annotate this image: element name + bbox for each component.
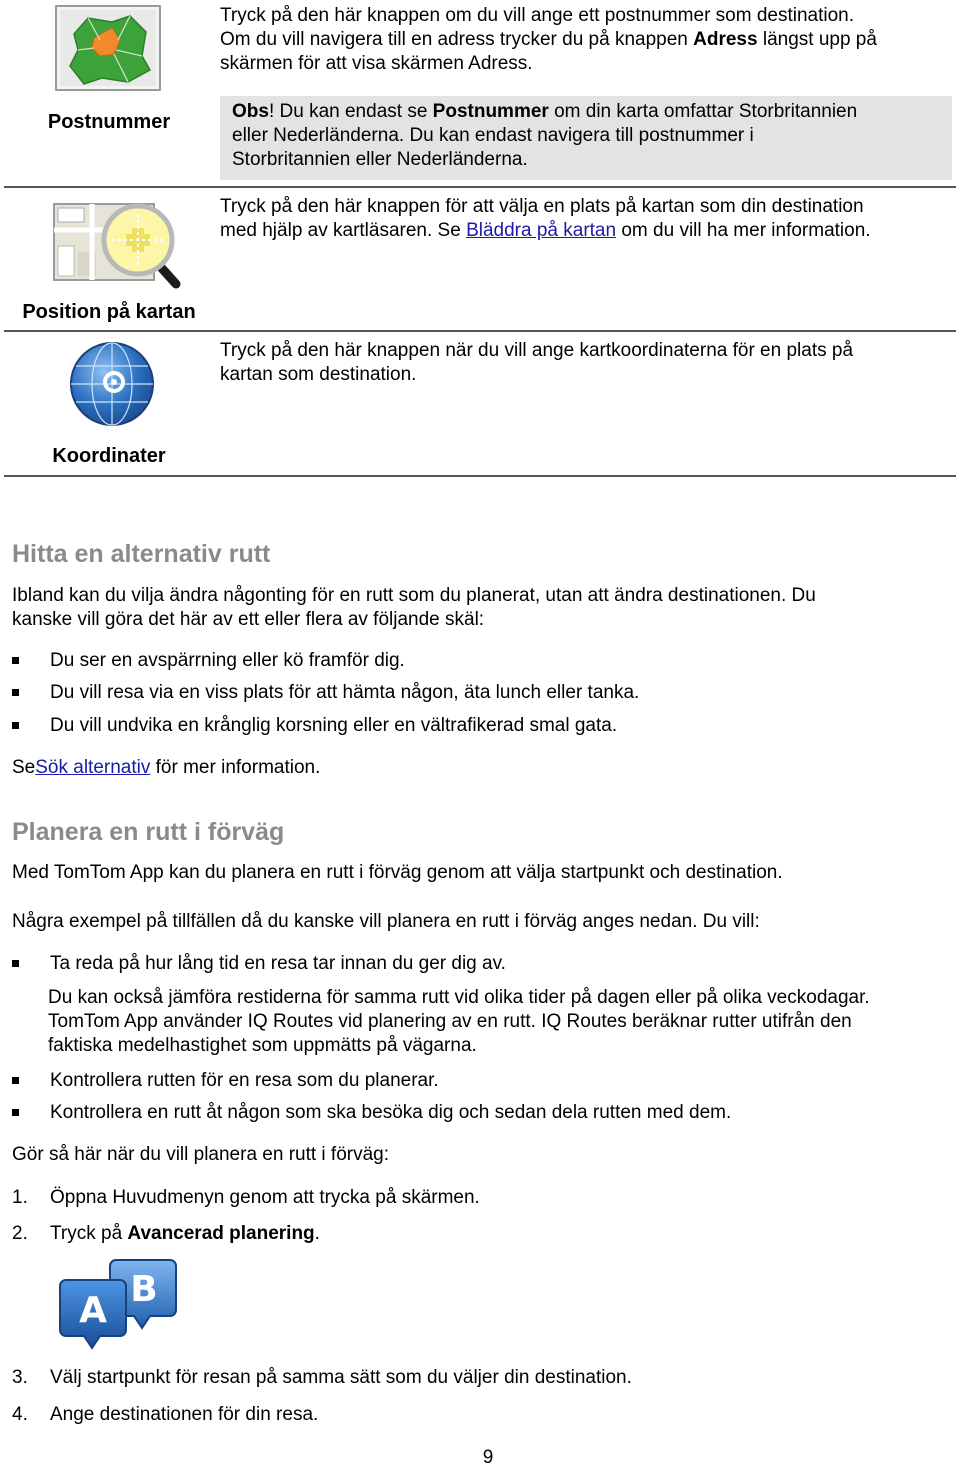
coordinates-description xyxy=(220,339,956,387)
section1-intro: Ibland kan du vilja ändra någonting för en rutt som du planerat, utan att ändra destinationen. Du kanske vill göra det här av ett eller flera av följande skäl: xyxy=(12,585,816,630)
coordinates-text-line1: Tryck på den här knappen när du vill ange kartkoordinaterna för en plats på xyxy=(220,340,854,361)
coordinates-label: Koordinater xyxy=(52,445,166,467)
section-heading-plan-route: Planera en rutt i förväg xyxy=(12,818,285,846)
browse-map-link[interactable]: Bläddra på kartan xyxy=(466,220,617,241)
bullet-marker xyxy=(12,689,19,696)
ab-letter-b: B xyxy=(130,1269,158,1310)
section-heading-alternative-route: Hitta en alternativ rutt xyxy=(12,540,271,568)
bullet-marker xyxy=(12,1077,19,1084)
globe-crosshair-icon xyxy=(64,336,160,432)
section2-intro: Med TomTom App kan du planera en rutt i förväg genom att välja startpunkt och destination. xyxy=(12,862,783,883)
postcode-map-icon xyxy=(54,4,164,94)
bullet1-detail: Du kan också jämföra restiderna för samma rutt vid olika tider på dagen eller på olika veckodagar. TomTom App använder IQ Routes vid planering av en rutt. IQ Routes beräknar rutter utifrån den faktiska medelhastighet som uppmätts på vägarna. xyxy=(48,987,870,1056)
postcode-text-line3: skärmen för att visa skärmen Adress. xyxy=(220,53,533,74)
manual-page: Postnummer Tryck på den här knappen om du vill ange ett postnummer som destination. Om du vill navigera till en adress trycker du på knappen Adress längst upp på skärmen för att visa skärmen Adress. Obs! Du kan endast se Postnummer om din karta omfattar Storbritannien eller Nederländerna. Du kan endast navigera till postnummer i Storbritannien eller Nederländerna. Position på kartan Tryck på den här knappen för att välja en plats på kartan som din destination med hjälp av kartläsaren. Se Bläddra på kartan om du vill ha mer information. Koordinater Tryck på den här knappen när du vill ange kartkoordinaterna för en plats på kartan som destination. Hitta en alternativ rutt Ibland kan du vilja ändra någonting för en rutt som du planerat, utan att ändra destinationen. Du kanske vill göra det här av ett eller flera av följande skäl: Du ser en avspärrning eller kö framför dig. Du vill resa via en viss plats för att hämta någon, äta lunch eller tanka. Du vill undvika en krånglig korsning eller en vältrafikerad smal gata. SeSök alternativ för mer information. Planera en rutt i förväg Med TomTom App kan du planera en rutt i förväg genom att välja startpunkt och destination. Några exempel på tillfällen då du kanske vill planera en rutt i förväg anges nedan. Du vill: Ta reda på hur lång tid en resa tar innan du ger dig av. Du kan också jämföra restiderna för samma rutt vid olika tider på dagen eller på olika veckodagar. TomTom App använder IQ Routes vid planering av en rutt. IQ Routes beräknar rutter utifrån den faktiska medelhastighet som uppmätts på vägarna. Kontrollera rutten för en resa som du planerar. Kontrollera en rutt åt någon som ska besöka dig och sedan dela rutten med dem. Gör så här när du vill planera en rutt i förväg: 1. Öppna Huvudmenyn genom att trycka på skärmen. 2. Tryck på Avancerad planering. B A 3. Välj startpunkt för resan på samma sätt som du väljer din destination. 4. Ange destinationen för din resa. 9 xyxy=(0,0,960,1465)
search-alternative-link[interactable]: Sök alternativ xyxy=(35,757,151,778)
table-bottom-border xyxy=(4,475,956,477)
postcode-row-icon-cell xyxy=(4,4,214,184)
postcode-note-box xyxy=(220,94,952,180)
bullet-marker xyxy=(12,722,19,729)
section1-see-also: SeSök alternativ för mer information. xyxy=(12,757,321,778)
map-magnifier-icon xyxy=(48,190,188,290)
postcode-text-line2: Om du vill navigera till en adress trycker du på knappen Adress längst upp på xyxy=(220,29,877,50)
ab-letter-a: A xyxy=(79,1290,107,1331)
bullet-marker xyxy=(12,657,19,664)
note-line1: Obs! Du kan endast se Postnummer om din karta omfattar Storbritannien xyxy=(232,101,858,122)
map-position-description xyxy=(220,195,956,243)
row-divider xyxy=(4,186,956,188)
map-position-text-line1: Tryck på den här knappen för att välja en plats på kartan som din destination xyxy=(220,196,864,217)
advanced-planning-ab-icon xyxy=(58,1256,182,1354)
postcode-label: Postnummer xyxy=(47,111,171,133)
section2-howto: Gör så här när du vill planera en rutt i förväg: xyxy=(12,1144,390,1165)
coordinates-row-icon-cell xyxy=(4,336,214,474)
coordinates-text-line2: kartan som destination. xyxy=(220,364,417,385)
map-position-text-line2: med hjälp av kartläsaren. Se Bläddra på kartan om du vill ha mer information. xyxy=(220,220,871,241)
row-divider xyxy=(4,330,956,332)
note-line2: eller Nederländerna. Du kan endast navigera till postnummer i xyxy=(232,125,754,146)
postcode-text-line1: Tryck på den här knappen om du vill ange ett postnummer som destination. xyxy=(220,5,855,26)
postcode-description xyxy=(220,4,956,76)
bullet-marker xyxy=(12,960,19,967)
map-position-label: Position på kartan xyxy=(22,301,196,323)
section2-examples: Några exempel på tillfällen då du kanske vill planera en rutt i förväg anges nedan. Du vill: xyxy=(12,911,760,932)
note-line3: Storbritannien eller Nederländerna. xyxy=(232,149,528,170)
bullet-marker xyxy=(12,1109,19,1116)
map-position-row-icon-cell xyxy=(4,190,214,330)
page-number: 9 xyxy=(482,1447,494,1468)
